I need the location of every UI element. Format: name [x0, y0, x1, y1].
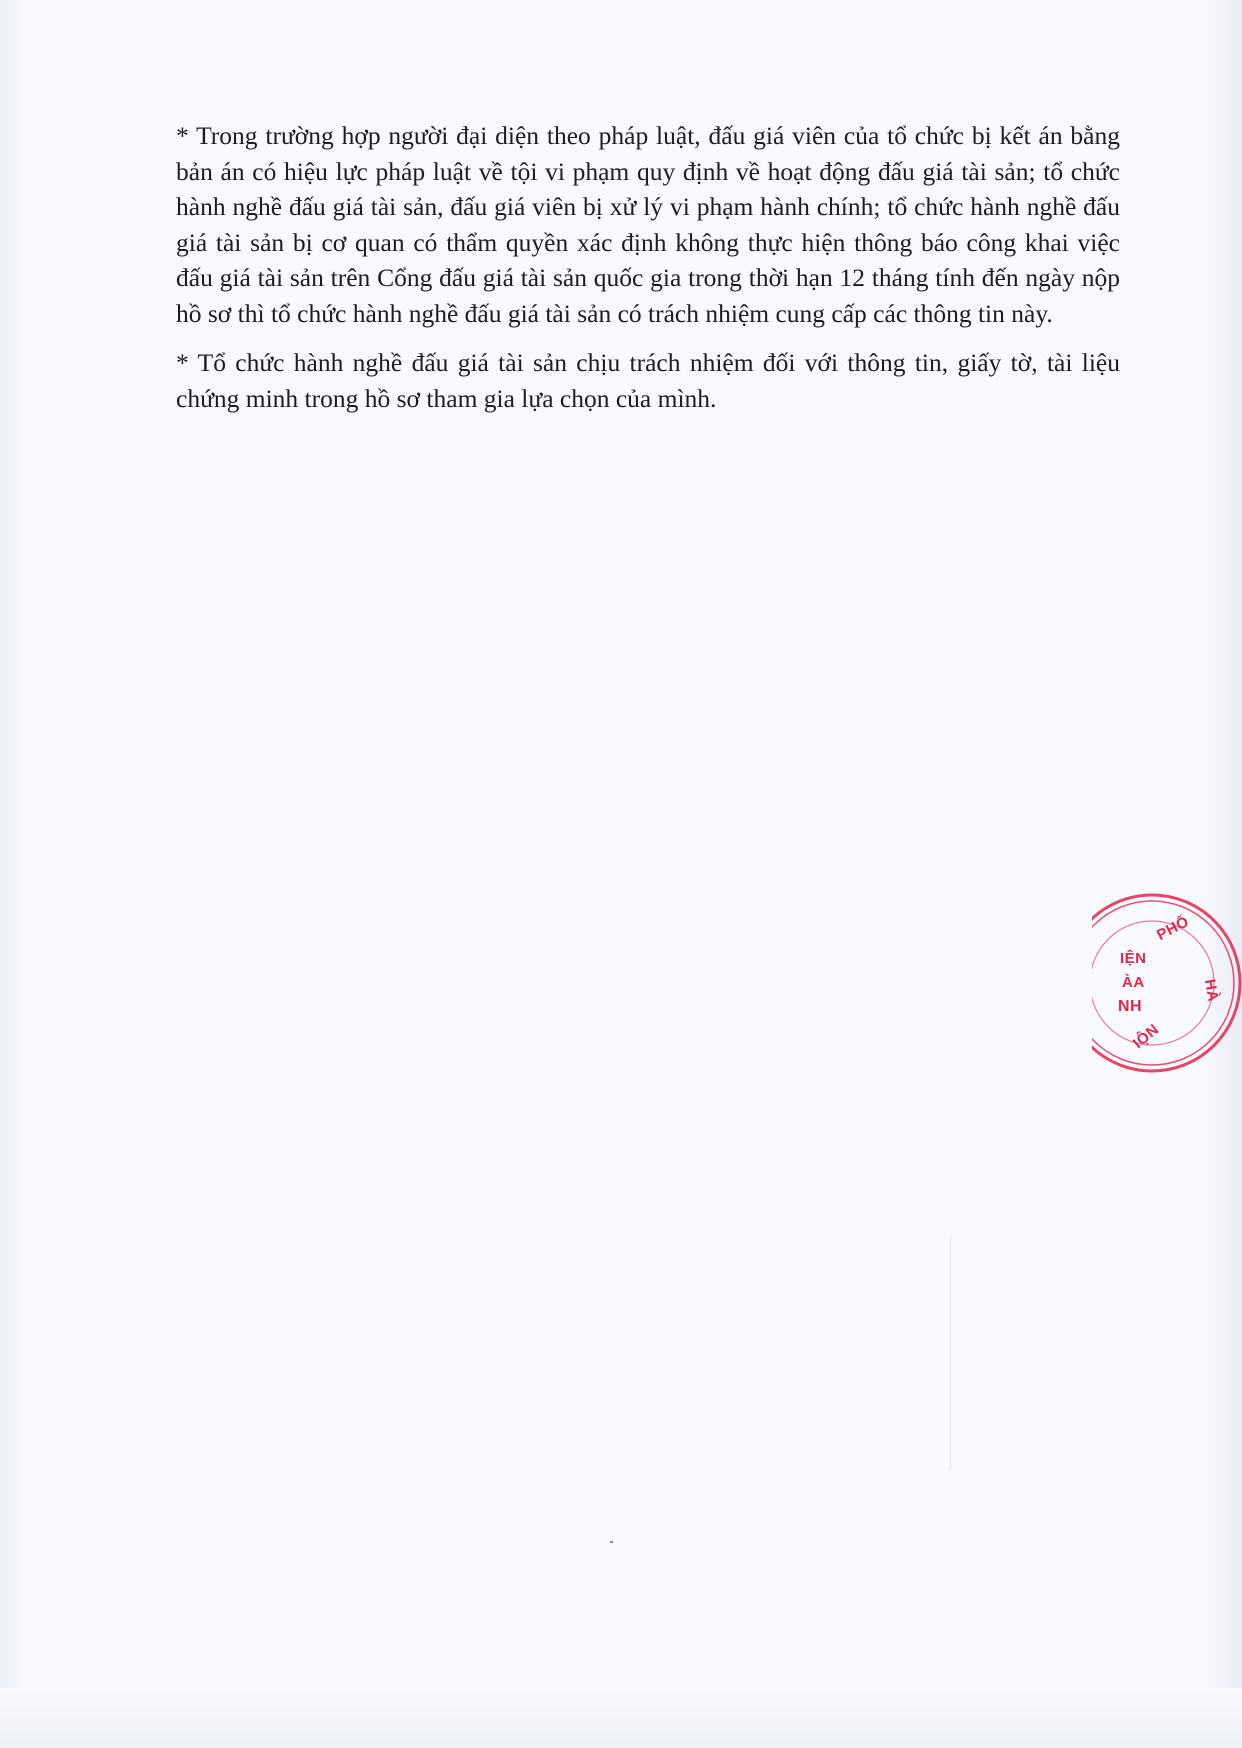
- paragraph-1: * Trong trường hợp người đại diện theo pháp luật, đấu giá viên của tổ chức bị kết án bằng bản án có hiệu lực pháp luật về tội vi phạm quy định về hoạt động đấu giá tài sản; tổ chức hành nghề đấu giá tài sản, đấu giá viên bị xử lý vi phạm hành chính; tổ chức hành nghề đấu giá tài sản bị cơ quan có thẩm quyền xác định không thực hiện thông báo công khai việc đấu giá tài sản trên Cổng đấu giá tài sản quốc gia trong thời hạn 12 tháng tính đến ngày nộp hồ sơ thì tổ chức hành nghề đấu giá tài sản có trách nhiệm cung cấp các thông tin này.: [176, 121, 1120, 328]
- seal-fragment-2: IỆN: [1120, 950, 1147, 967]
- scan-shadow-right: [1202, 0, 1242, 1748]
- red-seal-stamp: [1092, 888, 1242, 1078]
- seal-fragment-1: PHỐ: [1154, 913, 1193, 944]
- document-body: [176, 118, 1120, 430]
- paragraph-2: * Tổ chức hành nghề đấu giá tài sản chịu trách nhiệm đối với thông tin, giấy tờ, tài liệu chứng minh trong hồ sơ tham gia lựa chọn của mình.: [176, 348, 1120, 413]
- seal-fragment-6: IỘN: [1129, 1020, 1163, 1053]
- scan-shadow-bottom: [0, 1688, 1242, 1748]
- seal-fragment-3: ÀA: [1122, 974, 1145, 991]
- scan-speck: [610, 1541, 613, 1543]
- seal-fragment-5: HÀ: [1200, 977, 1222, 1004]
- seal-fragment-4: NH: [1118, 998, 1143, 1015]
- scan-shadow-left: [0, 0, 28, 1748]
- seal-rings-icon: [1092, 888, 1242, 1078]
- paper-fold-line: [950, 1235, 951, 1470]
